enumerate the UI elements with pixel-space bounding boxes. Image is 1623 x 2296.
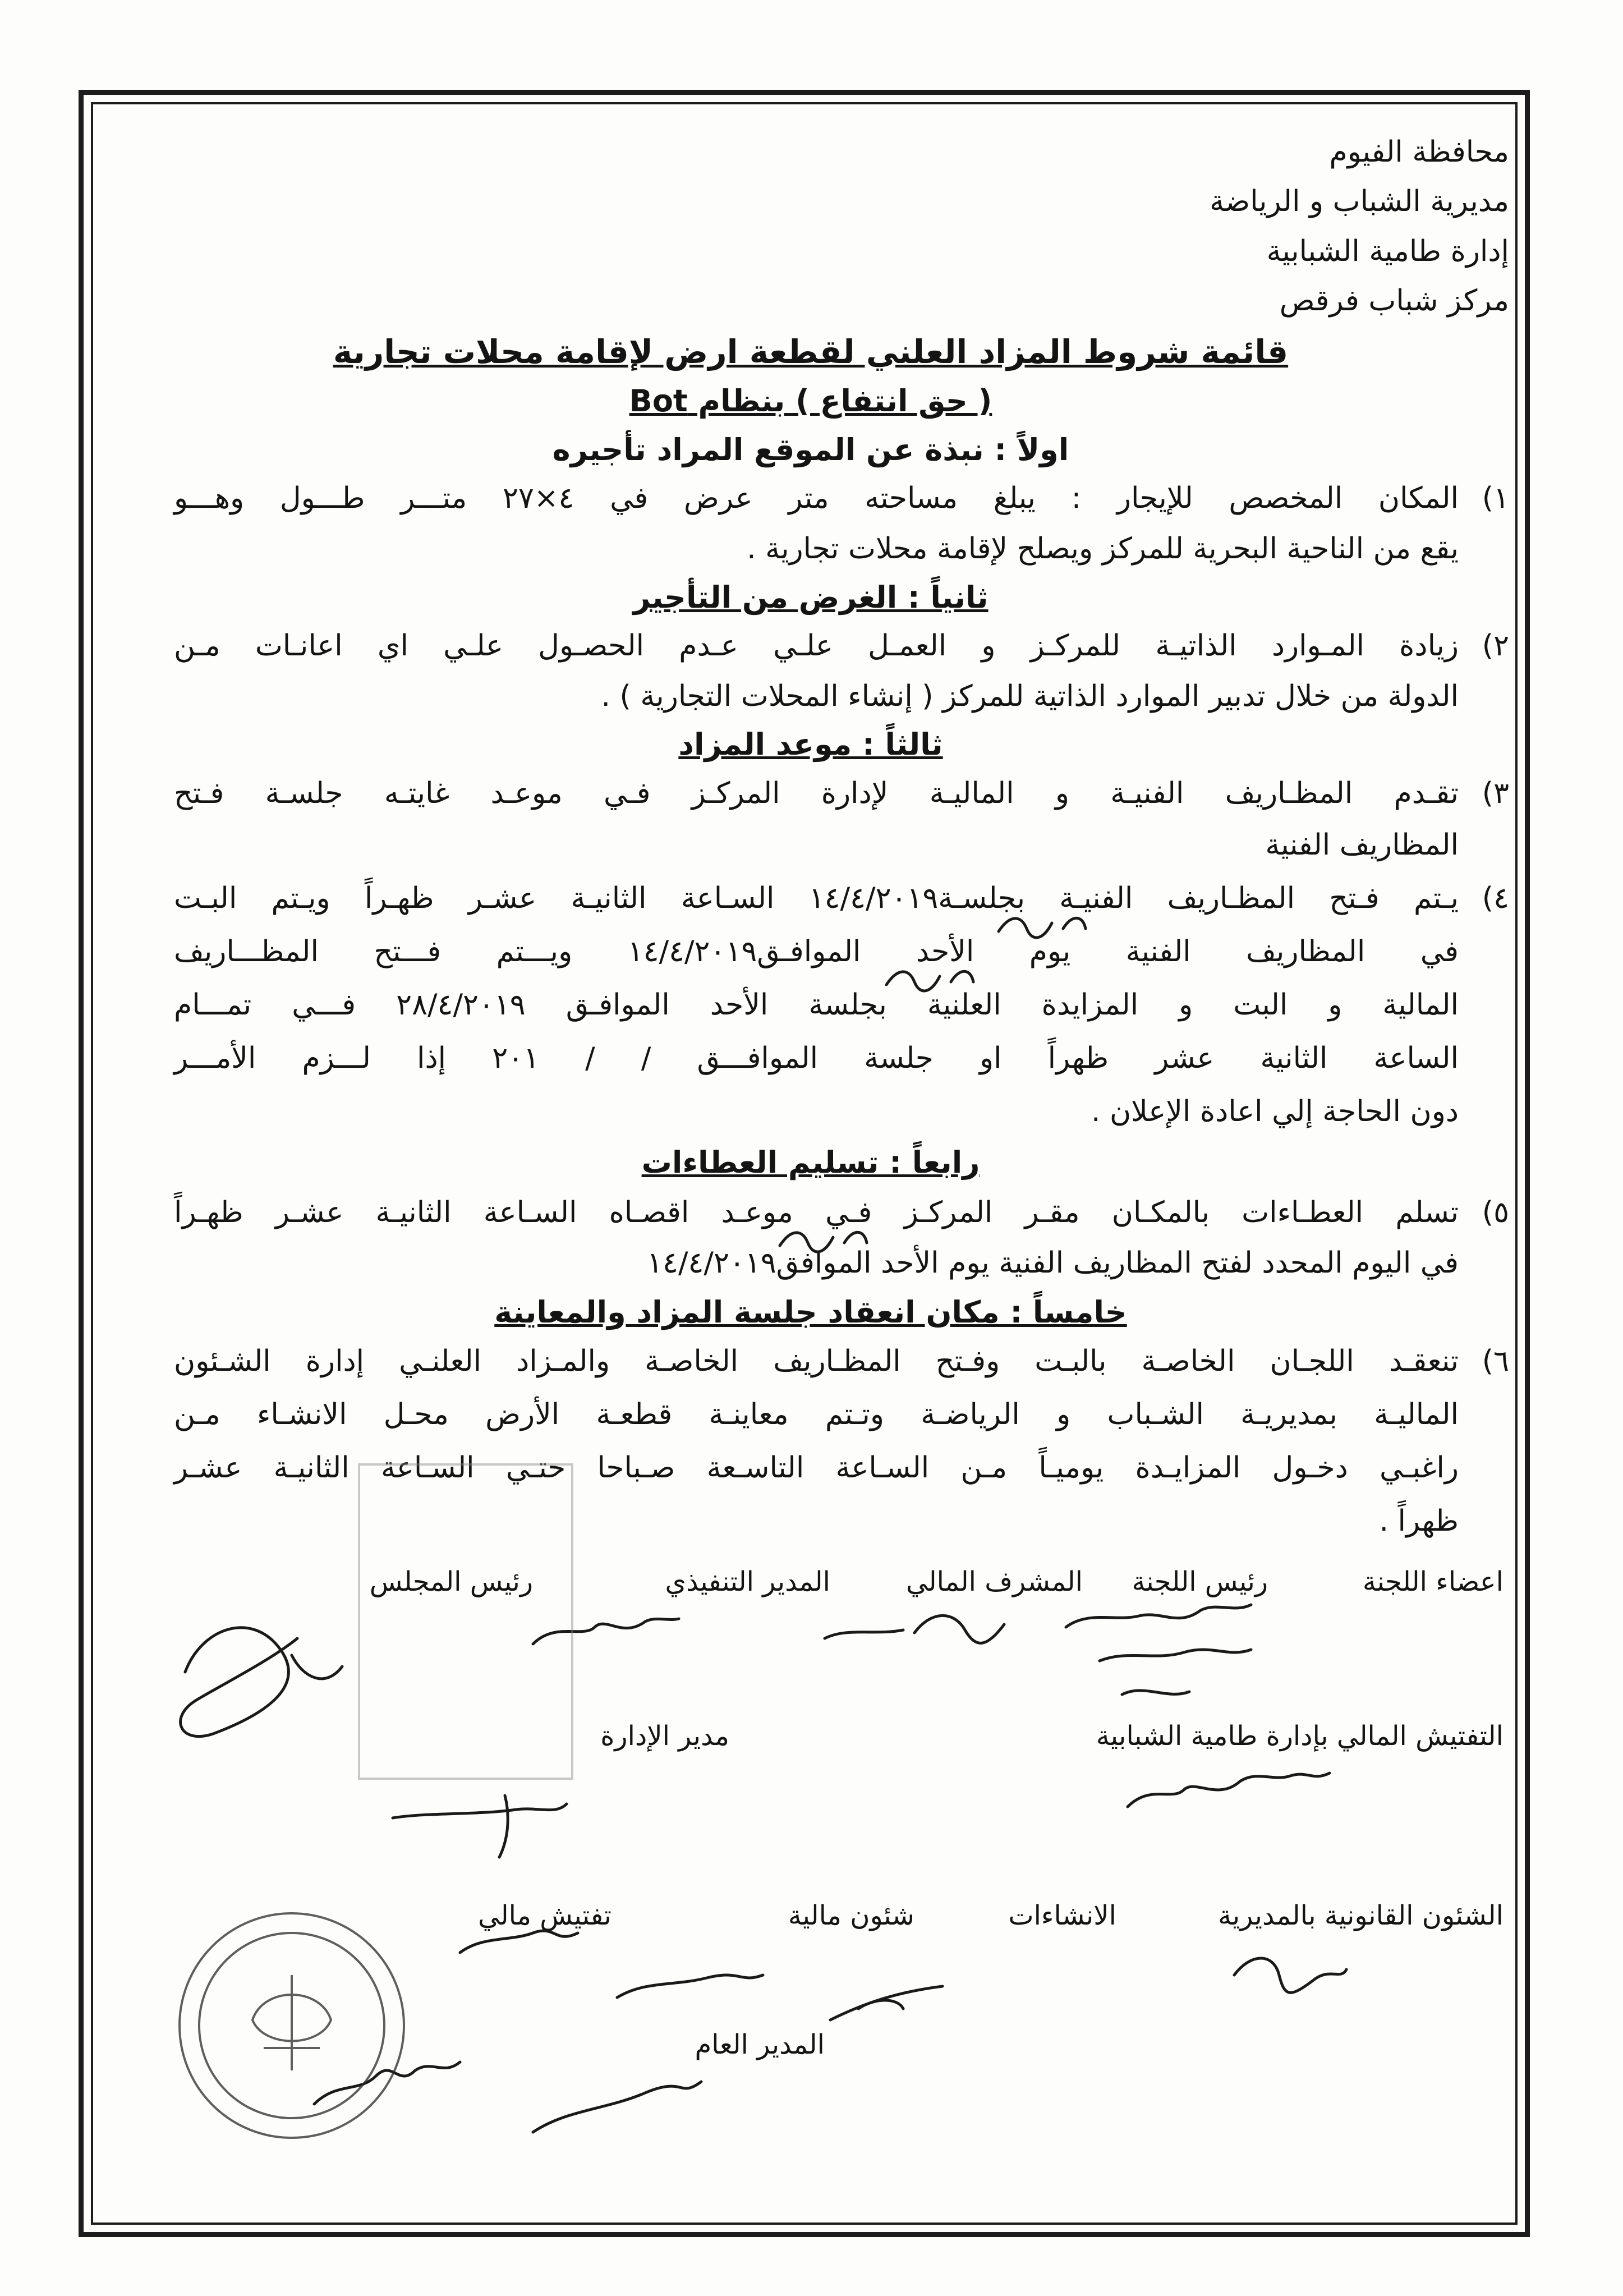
- item-number-4: ٤): [1482, 881, 1509, 915]
- item-4-line-5: دون الحاجة إلي اعادة الإعلان .: [1091, 1095, 1459, 1128]
- label-committee-chair: رئيس اللجنة: [1132, 1566, 1268, 1597]
- header-administration: إدارة طامية الشبابية: [1266, 235, 1509, 268]
- official-seal-icon: [180, 1913, 404, 2138]
- handwritten-day-1: [999, 918, 1086, 938]
- document-subtitle: ( حق انتفاع ) بنظام Bot: [629, 383, 992, 419]
- signature-members-1: [1066, 1605, 1251, 1627]
- item-number-1: ١): [1482, 481, 1509, 515]
- item-1-line-2: يقع من الناحية البحرية للمركز ويصلح لإقامة محلات تجارية .: [747, 532, 1459, 566]
- header-governorate: محافظة الفيوم: [1329, 135, 1509, 169]
- label-general-manager: المدير العام: [695, 2029, 825, 2060]
- signature-executive: [533, 1619, 679, 1644]
- item-number-2: ٢): [1482, 629, 1509, 663]
- faded-stamp-box: [359, 1464, 572, 1779]
- header-center: مركز شباب فرقص: [1279, 284, 1509, 318]
- section-heading-4: رابعاً : تسليم العطاءات: [641, 1145, 980, 1180]
- label-executive-manager: المدير التنفيذي: [665, 1566, 830, 1597]
- signature-members-3: [1122, 1691, 1189, 1695]
- item-1-line-1: المكان المخصص للإيجار : يبلغ مساحته متر عرض في ٤×٢٧ متـــر طـــول وهـــو: [174, 481, 1459, 515]
- label-financial-inspection: التفتيش المالي بإدارة طامية الشبابية: [1096, 1720, 1504, 1752]
- section-heading-1: اولاً : نبذة عن الموقع المراد تأجيره: [552, 432, 1069, 467]
- item-5-line-2: في اليوم المحدد لفتح المظاريف الفنية يوم الأحد الموافق١٤/٤/٢٠١٩: [647, 1246, 1459, 1280]
- signature-supervisor: [825, 1630, 903, 1638]
- label-constructions: الانشاءات: [1008, 1900, 1116, 1931]
- signature-financial-check: [460, 1931, 578, 1953]
- item-number-6: ٦): [1482, 1344, 1509, 1378]
- header-directorate: مديرية الشباب و الرياضة: [1210, 185, 1509, 218]
- label-financial-supervisor: المشرف المالي: [906, 1566, 1083, 1597]
- signature-council-head-mark: [292, 1655, 342, 1679]
- item-2-line-1: زيادة المـوارد الذاتيـة للمركـز و العمـل علـي عـدم الحصـول علـي اي اعانـات مـن: [174, 629, 1459, 663]
- signature-general-manager: [533, 2082, 701, 2132]
- item-number-5: ٥): [1482, 1196, 1509, 1229]
- label-committee-members: اعضاء اللجنة: [1362, 1566, 1504, 1597]
- signature-financial-inspection: [1128, 1773, 1330, 1807]
- signature-chair: [914, 1615, 1004, 1643]
- label-legal-affairs: الشئون القانونية بالمديرية: [1218, 1900, 1504, 1931]
- item-5-line-1: تسلم العطـاءات بالمكـان مقـر المركـز فـي موعـد اقصـاه السـاعة الثانيـة عشـر ظهـراً: [174, 1196, 1459, 1229]
- signature-constructions: [830, 1986, 942, 2020]
- item-4-line-4: الساعة الثانية عشر ظهراً او جلسة الموافـــق / / ٢٠١ إذا لـــزم الأمـــر: [174, 1041, 1459, 1075]
- item-number-3: ٣): [1482, 777, 1509, 810]
- section-heading-2: ثانياً : الغرض من التأجير: [633, 580, 988, 615]
- label-financial-check: تفتيش مالي: [477, 1900, 612, 1931]
- item-3-line-1: تقـدم المظـاريف الفنيـة و الماليـة لإدارة المركـز فـي موعـد غايتـه جلسـة فـتح: [174, 777, 1459, 810]
- label-council-head: رئيس المجلس: [369, 1566, 533, 1597]
- item-3-line-2: المظاريف الفنية: [1265, 828, 1459, 862]
- item-2-line-2: الدولة من خلال تدبير الموارد الذاتية للمركز ( إنشاء المحلات التجارية ) .: [601, 679, 1459, 713]
- signature-admin-manager: [393, 1804, 567, 1818]
- label-financial-affairs: شئون مالية: [788, 1900, 914, 1931]
- signature-members-2: [1100, 1650, 1251, 1661]
- signature-legal: [1234, 1958, 1346, 1992]
- item-4-line-1: يـتم فـتح المظـاريف الفنيـة بجلسـة١٤/٤/٢٠١٩ السـاعة الثانيـة عشـر ظهـراً ويـتم البـت: [174, 881, 1459, 915]
- handwritten-day-3: [780, 1232, 867, 1252]
- document-title: قائمة شروط المزاد العلني لقطعة ارض لإقامة محلات تجارية: [333, 333, 1289, 371]
- item-6-line-2: الماليـة بمديريـة الشـباب و الرياضـة وتـتم معاينـة قطعـة الأرض محـل الانشـاء مـن: [174, 1398, 1459, 1431]
- label-admin-manager: مدير الإدارة: [600, 1720, 729, 1752]
- signature-financial-affairs: [617, 1975, 763, 1997]
- item-6-line-4: ظهراً .: [1379, 1504, 1459, 1538]
- signature-council-head: [181, 1628, 297, 1737]
- section-heading-5: خامساً : مكان انعقاد جلسة المزاد والمعاينة: [494, 1294, 1127, 1330]
- item-6-line-3: راغبـي دخـول المزايـدة يوميـاً مـن السـاعة التاسـعة صـباحا حتـي السـاعة الثانيـة عشـر: [174, 1451, 1459, 1485]
- signature-admin-manager-stroke: [499, 1796, 508, 1857]
- handwritten-day-2: [886, 971, 973, 991]
- section-heading-3: ثالثاً : موعد المزاد: [678, 727, 943, 762]
- item-4-line-3: المالية و البت و المزايدة العلنية بجلسة الأحد الموافـق ٢٨/٤/٢٠١٩ فـــي تمـــام: [174, 988, 1459, 1022]
- item-6-line-1: تنعقـد اللجـان الخاصـة بالبـت وفـتح المظـاريف الخاصـة والمـزاد العلنـي إدارة الشـئون: [174, 1344, 1459, 1378]
- item-4-line-2: في المظاريف الفنية يوم الأحد الموافـق١٤/٤/٢٠١٩ ويـــتم فـــتح المظـــاريف: [174, 935, 1459, 968]
